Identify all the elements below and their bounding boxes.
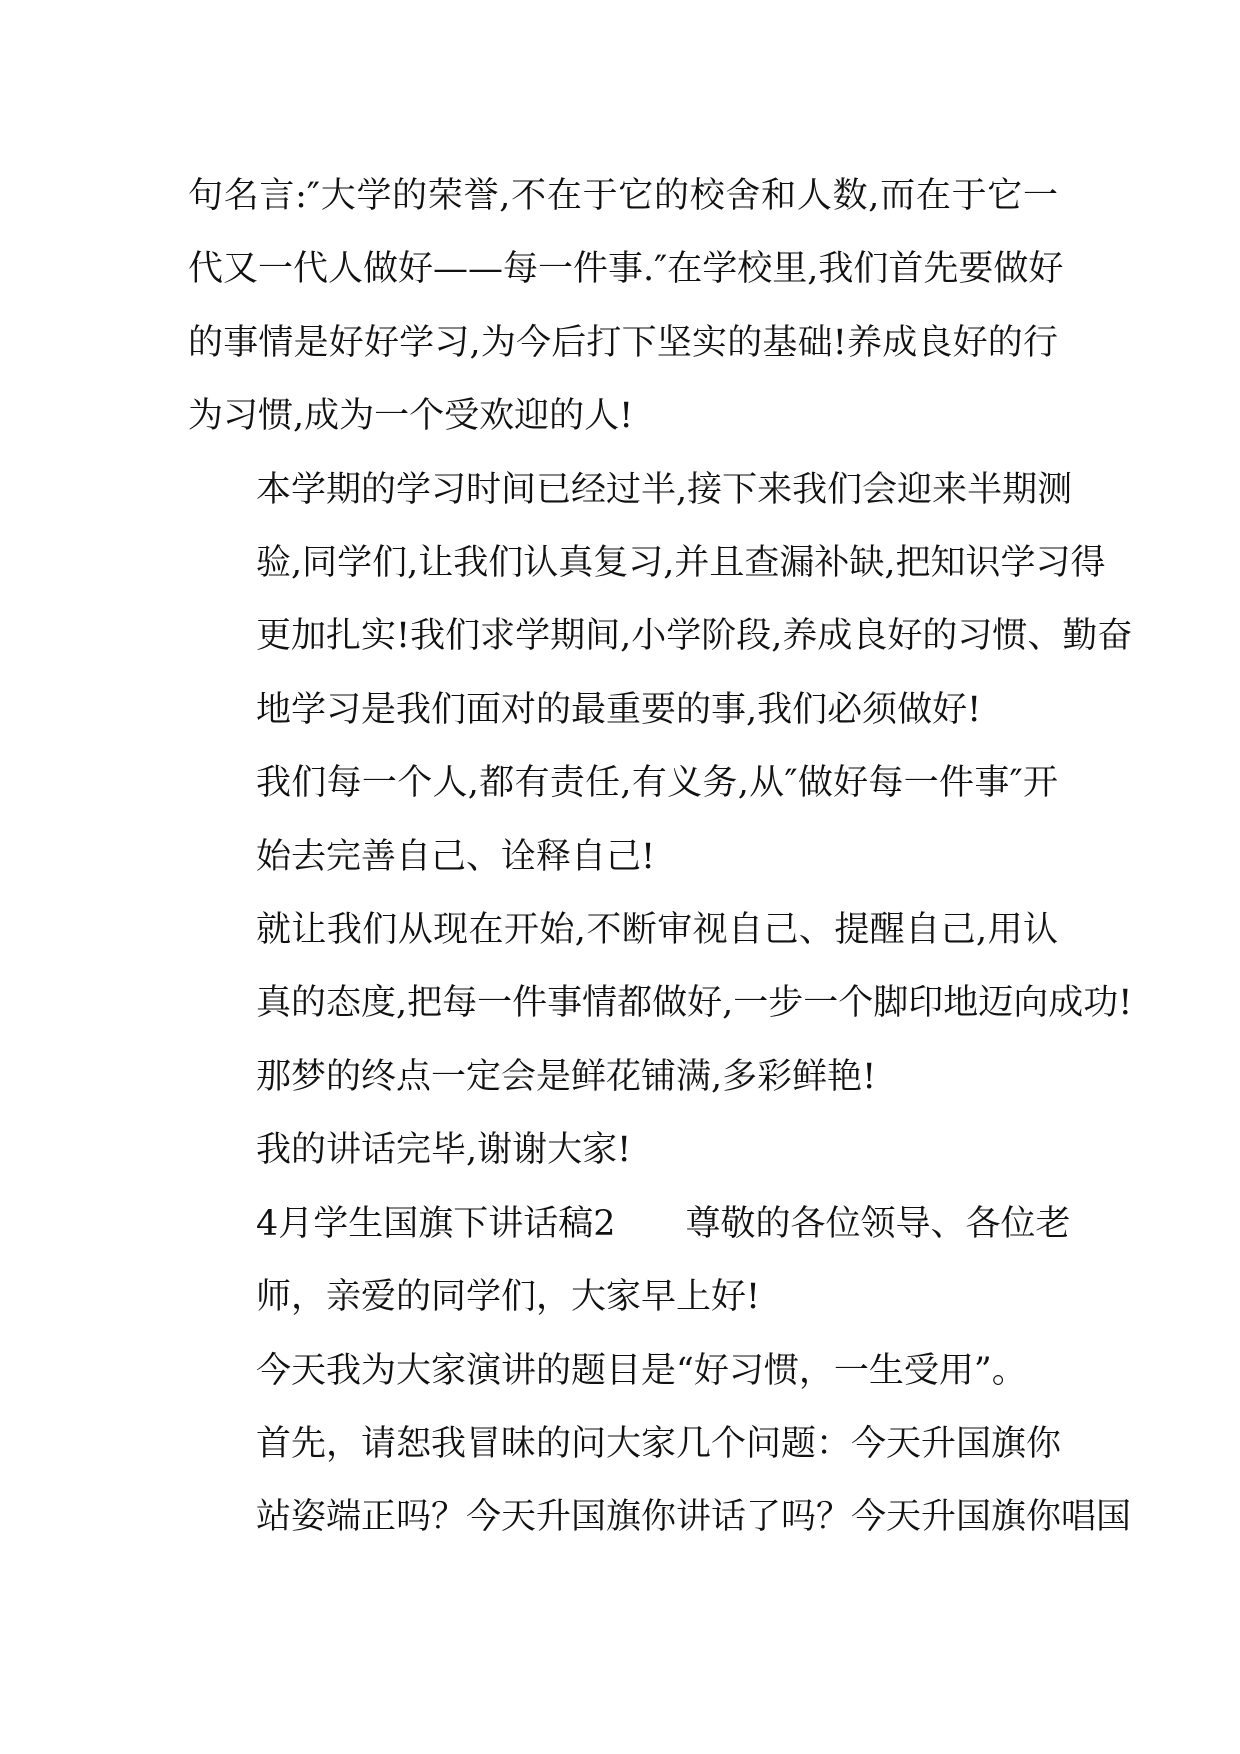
text-line: 我的讲话完毕,谢谢大家! <box>256 1130 632 1171</box>
paragraph-questions <box>188 1408 1132 1555</box>
text-line: 4月学生国旗下讲话稿2 尊敬的各位领导、各位老 <box>256 1203 1071 1244</box>
text-line: 就让我们从现在开始,不断审视自己、提醒自己,用认 <box>256 910 1058 951</box>
paragraph-closing <box>188 1114 1058 1187</box>
paragraph-speech2-heading <box>188 1188 1071 1335</box>
text-line: 首先，请恕我冒昧的问大家几个问题：今天升国旗你 <box>256 1423 1062 1464</box>
text-line: 今天我为大家演讲的题目是“好习惯，一生受用”。 <box>256 1350 1027 1391</box>
text-line: 为习惯,成为一个受欢迎的人! <box>188 396 634 437</box>
paragraph-topic <box>188 1335 1058 1408</box>
text-line: 句名言:″大学的荣誉,不在于它的校舍和人数,而在于它一 <box>188 176 1058 216</box>
paragraph-quote <box>188 160 1064 454</box>
paragraph-responsibility <box>188 747 1058 894</box>
text-line: 更加扎实!我们求学期间,小学阶段,养成良好的习惯、勤奋 <box>256 616 1133 657</box>
text-line: 真的态度,把每一件事情都做好,一步一个脚印地迈向成功! <box>256 983 1133 1024</box>
document-body <box>188 160 1133 1555</box>
text-line: 站姿端正吗？今天升国旗你讲话了吗？今天升国旗你唱国 <box>256 1497 1132 1538</box>
text-line: 那梦的终点一定会是鲜花铺满,多彩鲜艳! <box>256 1056 877 1097</box>
text-line: 的事情是好好学习,为今后打下坚实的基础!养成良好的行 <box>188 322 1058 363</box>
text-line: 师，亲爱的同学们，大家早上好! <box>256 1277 761 1318</box>
text-line: 地学习是我们面对的最重要的事,我们必须做好! <box>256 689 982 730</box>
text-line: 代又一代人做好——每一件事.″在学校里,我们首先要做好 <box>188 249 1064 290</box>
text-line: 本学期的学习时间已经过半,接下来我们会迎来半期测 <box>256 469 1073 510</box>
text-line: 我们每一个人,都有责任,有义务,从″做好每一件事″开 <box>256 763 1058 804</box>
paragraph-midterm <box>188 454 1133 748</box>
text-line: 始去完善自己、诠释自己! <box>256 836 656 877</box>
paragraph-start-now <box>188 894 1133 1114</box>
text-line: 验,同学们,让我们认真复习,并且查漏补缺,把知识学习得 <box>256 543 1106 584</box>
